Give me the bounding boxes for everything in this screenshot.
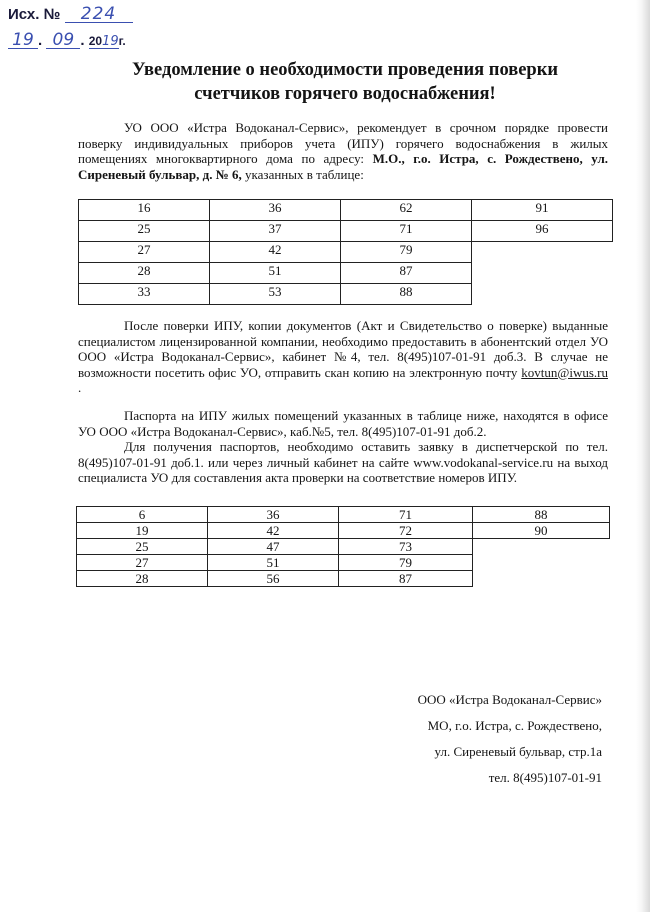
outgoing-label: Исх. №	[8, 6, 61, 23]
table-cell: 51	[209, 262, 341, 284]
table-cell: 71	[340, 220, 472, 242]
table-cell: 27	[76, 554, 208, 571]
table-cell: 37	[209, 220, 341, 242]
signature-line-3: ул. Сиреневый бульвар, стр.1а	[434, 744, 602, 759]
table-cell: 71	[338, 506, 473, 523]
title-line-2: счетчиков горячего водоснабжения!	[194, 84, 496, 104]
notice-title	[90, 58, 600, 106]
after-verification-text: После поверки ИПУ, копии документов (Акт и Свидетельство о поверке) выданные специалистом лицензированной компании, необходимо предоставить в абонентский отдел УО ООО «Истра Водоканал-Сервис», кабинет №4, тел. 8(495)107-01-91 доб.3. В случае не возможности посетить офис УО, отправить скан копию на электронную почту	[78, 318, 608, 380]
signature-line-1: ООО «Истра Водоканал-Сервис»	[417, 692, 602, 707]
intro-text: УО ООО «Истра Водоканал-Сервис», рекомендует в срочном порядке провести поверку индивидуальных приборов учета (ИПУ) горячего водоснабжения в жилых помещениях многоквартирного дома по адресу:	[78, 120, 608, 167]
table-cell: 90	[472, 522, 610, 539]
table-cell: 16	[78, 199, 210, 221]
table-cell: 73	[338, 538, 473, 555]
table-cell: 79	[338, 554, 473, 571]
date-suffix: г.	[118, 34, 126, 48]
table-cell: 33	[78, 283, 210, 305]
title-line-1: Уведомление о необходимости проведения поверки	[131, 60, 559, 80]
table-cell: 36	[209, 199, 341, 221]
table-cell: 96	[471, 220, 613, 242]
table-cell: 62	[340, 199, 472, 221]
table-cell: 88	[472, 506, 610, 523]
table-cell: 27	[78, 241, 210, 263]
table-cell: 28	[76, 570, 208, 587]
table-cell: 53	[209, 283, 341, 305]
outgoing-date-line: 19 . 09 . 2019г.	[8, 32, 126, 50]
page-edge-shadow	[636, 0, 650, 912]
after-verification-paragraph: После поверки ИПУ, копии документов (Акт и Свидетельство о поверке) выданные специалистом лицензированной компании, необходимо предоставить в абонентский отдел УО ООО «Истра Водоканал-Сервис», кабинет №4, тел. 8(495)107-01-91 доб.3. В случае не возможности посетить офис УО, отправить скан копию на электронную почту kovtun@iwus.ru .	[78, 318, 608, 396]
intro-text-end: указанных в таблице:	[241, 166, 364, 182]
table-cell: 91	[471, 199, 613, 221]
table-cell: 56	[207, 570, 339, 587]
table-cell: 79	[340, 241, 472, 263]
table-cell: 6	[76, 506, 208, 523]
date-month: 09	[46, 32, 80, 49]
address-text: М.О., г.о. Истра, с. Рождествено, ул. Сиреневый бульвар, д. № 6,	[78, 151, 608, 182]
passports-text-1: Паспорта на ИПУ жилых помещений указанных в таблице ниже, находятся в офисе УО ООО «Истра Водоканал-Сервис», каб.№5, тел. 8(495)107-01-91 доб.2.	[78, 408, 608, 439]
table-cell: 51	[207, 554, 339, 571]
date-day: 19	[8, 32, 38, 49]
intro-paragraph	[78, 120, 608, 182]
table-cell: 88	[340, 283, 472, 305]
table-cell: 19	[76, 522, 208, 539]
table-cell: 42	[209, 241, 341, 263]
table-cell: 47	[207, 538, 339, 555]
table-cell: 28	[78, 262, 210, 284]
passports-text-2: Для получения паспортов, необходимо оставить заявку в диспетчерской по тел. 8(495)107-01-91 доб.1. или через личный кабинет на сайте www.vodokanal-service.ru на выход специалиста УО для составления акта проверки на соответствие номеров ИПУ.	[78, 439, 608, 486]
table-cell: 36	[207, 506, 339, 523]
table-cell: 72	[338, 522, 473, 539]
passports-paragraph	[78, 408, 608, 486]
table-cell: 25	[78, 220, 210, 242]
table-cell: 87	[340, 262, 472, 284]
table-cell: 25	[76, 538, 208, 555]
email-link[interactable]: kovtun@iwus.ru	[521, 364, 608, 380]
table-cell: 42	[207, 522, 339, 539]
signature-line-4: тел. 8(495)107-01-91	[488, 770, 602, 785]
table-cell: 87	[338, 570, 473, 587]
outgoing-stamp	[8, 2, 138, 52]
outgoing-number: 224	[65, 6, 133, 23]
outgoing-number-line	[8, 6, 133, 23]
date-year: 2019	[88, 34, 119, 49]
signature-line-2: МО, г.о. Истра, с. Рождествено,	[427, 718, 602, 733]
